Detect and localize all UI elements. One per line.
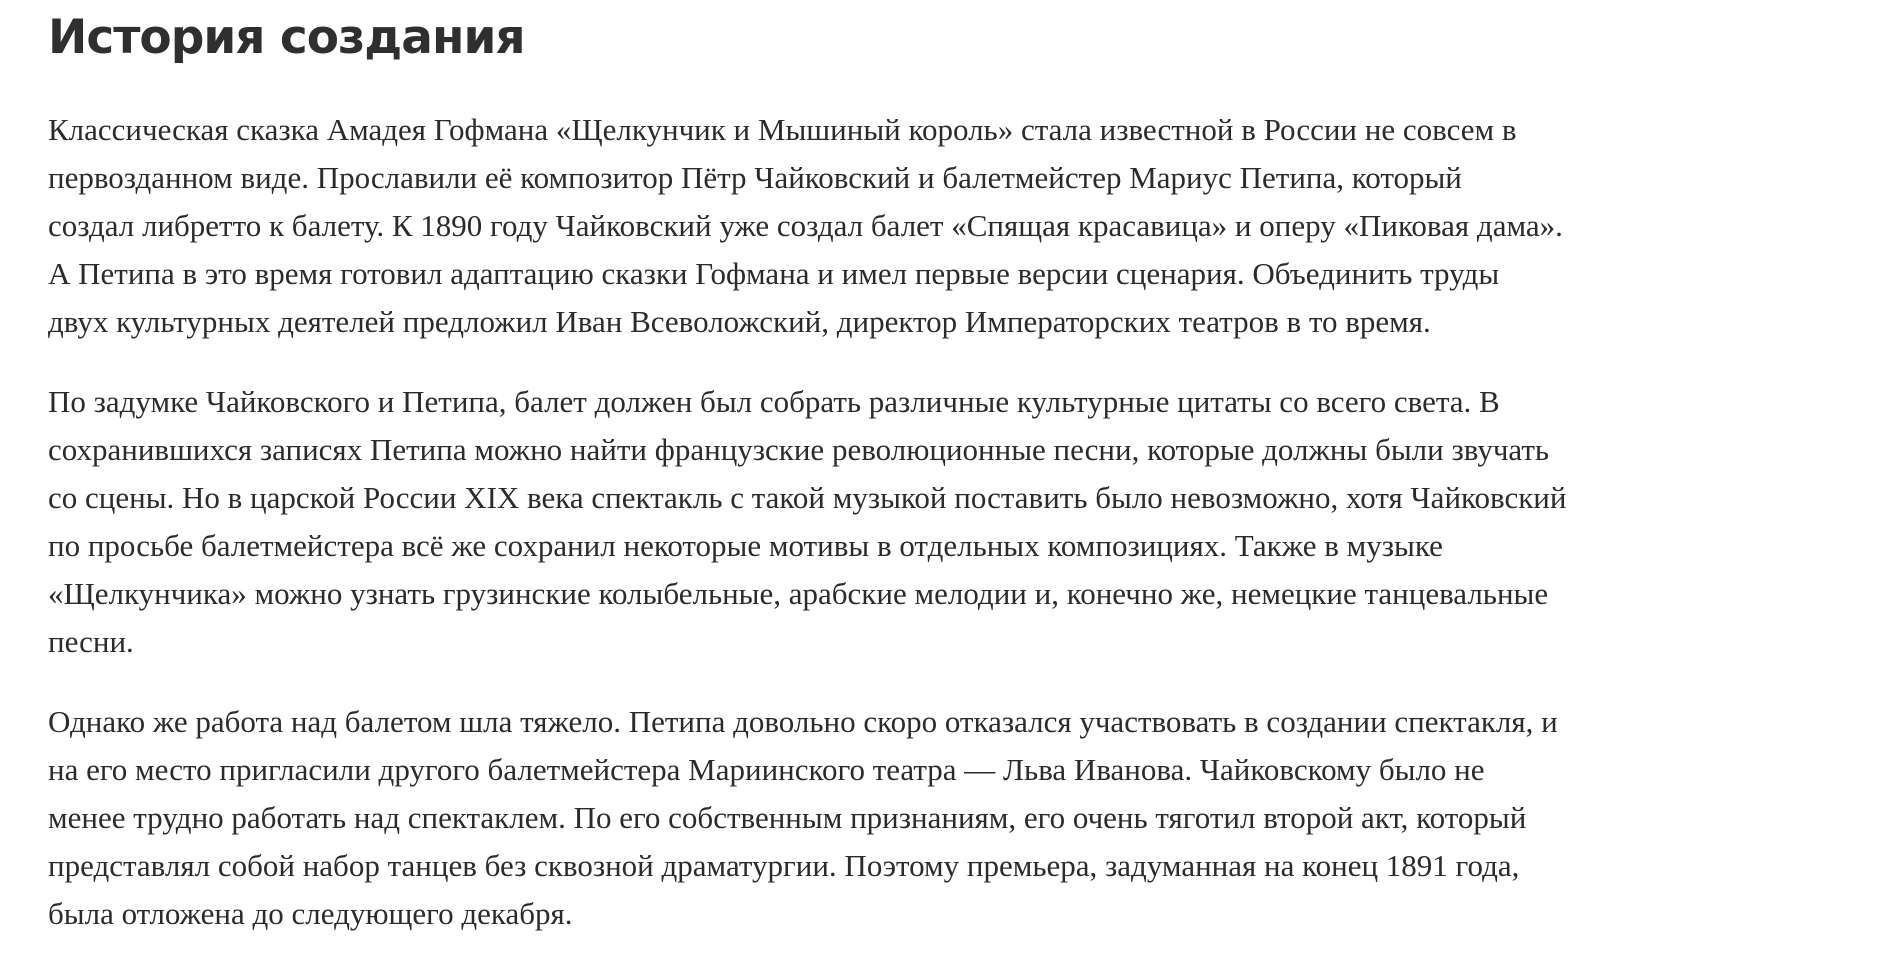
paragraph-line: была отложена до следующего декабря. [48, 896, 573, 931]
paragraph-line: сохранившихся записях Петипа можно найти французские революционные песни, которые должны были звучать [48, 432, 1550, 467]
paragraph-1 [48, 106, 1788, 346]
section-title: История создания [48, 10, 525, 65]
paragraph-line: «Щелкунчика» можно узнать грузинские колыбельные, арабские мелодии и, конечно же, немецкие танцевальные [48, 576, 1549, 611]
paragraph-line: Однако же работа над балетом шла тяжело. Петипа довольно скоро отказался участвовать в создании спектакля, и [48, 704, 1558, 739]
paragraph-line: представлял собой набор танцев без сквозной драматургии. Поэтому премьера, задуманная на конец 1891 года, [48, 848, 1520, 883]
paragraph-line: песни. [48, 624, 134, 659]
paragraph-line: на его место пригласили другого балетмейстера Мариинского театра — Льва Иванова. Чайковскому было не [48, 752, 1485, 787]
paragraph-line: двух культурных деятелей предложил Иван Всеволожский, директор Императорских театров в то время. [48, 304, 1431, 339]
paragraph-line: по просьбе балетмейстера всё же сохранил некоторые мотивы в отдельных композициях. Также в музыке [48, 528, 1443, 563]
paragraph-line: первозданном виде. Прославили её композитор Пётр Чайковский и балетмейстер Мариус Петипа, который [48, 160, 1462, 195]
article [48, 0, 1788, 938]
paragraph-line: Классическая сказка Амадея Гофмана «Щелкунчик и Мышиный король» стала известной в России не совсем в [48, 112, 1517, 147]
paragraph-line: По задумке Чайковского и Петипа, балет должен был собрать различные культурные цитаты со всего света. В [48, 384, 1500, 419]
paragraph-line: со сцены. Но в царской России XIX века спектакль с такой музыкой поставить было невозможно, хотя Чайковский [48, 480, 1567, 515]
paragraph-3 [48, 698, 1788, 938]
paragraph-line: А Петипа в это время готовил адаптацию сказки Гофмана и имел первые версии сценария. Объединить труды [48, 256, 1500, 291]
paragraph-2 [48, 378, 1788, 666]
paragraph-line: создал либретто к балету. К 1890 году Чайковский уже создал балет «Спящая красавица» и оперу «Пиковая дама». [48, 208, 1563, 243]
paragraph-line: менее трудно работать над спектаклем. По его собственным признаниям, его очень тяготил второй акт, который [48, 800, 1527, 835]
